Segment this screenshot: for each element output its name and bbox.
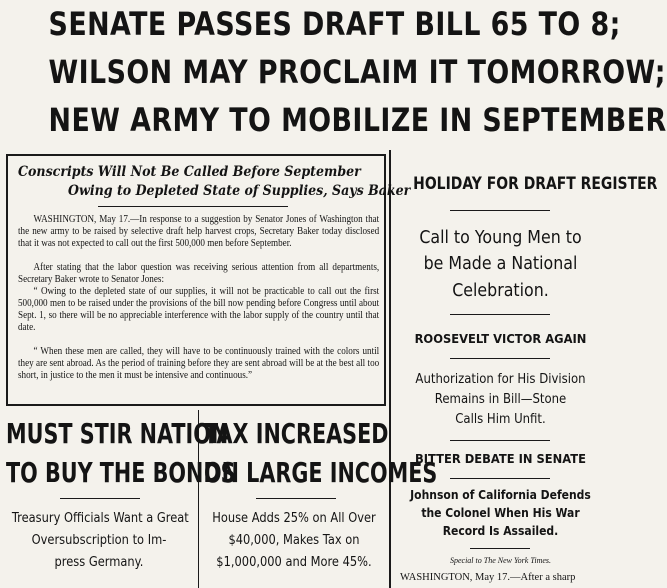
right-sub1-line2: be Made a National — [423, 253, 578, 274]
right-divider-5 — [450, 478, 550, 479]
bonds-sub-line1: Treasury Officials Want a Great — [11, 511, 189, 526]
box-paragraph-1: WASHINGTON, May 17.—In response to a suggestion by Senator Jones of Washington that the new army to be raised by selective draft help harvest crops, Secretary Baker today disclosed that it was not expected to call out the first 500,000 men before September. — [18, 214, 380, 249]
box-paragraph-4: “ When these men are called, they will have to be continuously trained with the colors until they are sent abroad. As the period of training before they are sent abroad will be at the best all too short, in justice to the men it must be intensive and continuous.” — [18, 346, 380, 381]
right-sub2-line2: Remains in Bill—Stone — [434, 392, 567, 407]
bonds-sub-line2: Oversubscription to Im- — [31, 533, 167, 548]
headline-line-2: WILSON MAY PROCLAIM IT TOMORROW; — [48, 53, 666, 91]
bonds-head-line1: MUST STIR NATION — [6, 417, 229, 450]
tax-head-line1: TAX INCREASED — [204, 417, 389, 450]
right-head-debate: BITTER DEBATE IN SENATE — [415, 451, 586, 466]
right-head-holiday: HOLIDAY FOR DRAFT REGISTER — [413, 174, 658, 194]
box-paragraph-2: After stating that the labor question was receiving serious attention from all departments, Secretary Baker wrote to Senator Jones: — [18, 262, 380, 285]
right-sub1-line3: Celebration. — [452, 280, 549, 301]
special-credit: Special to The New York Times. — [449, 556, 552, 565]
column-rule-right — [389, 150, 391, 588]
right-sub3-line2: the Colonel When His War — [421, 506, 580, 520]
tax-sub-line2: $40,000, Makes Tax on — [228, 533, 360, 548]
bonds-divider — [60, 498, 140, 499]
bonds-sub-line3: press Germany. — [54, 555, 144, 570]
bonds-head-line2: TO BUY THE BONDS — [6, 456, 236, 489]
headline-line-1: SENATE PASSES DRAFT BILL 65 TO 8; — [48, 5, 621, 43]
right-sub1-line1: Call to Young Men to — [419, 227, 582, 248]
box-deck-line-2: Owing to Depleted State of Supplies, Says Baker — [68, 183, 411, 199]
right-divider-3 — [450, 358, 550, 359]
tax-head-line2: ON LARGE INCOMES — [204, 456, 438, 489]
right-divider-2 — [450, 314, 550, 315]
tax-divider — [256, 498, 336, 499]
right-sub2-line3: Calls Him Unfit. — [455, 412, 546, 427]
boxed-story — [6, 154, 411, 406]
right-dateline: WASHINGTON, May 17.—After a sharp — [400, 572, 576, 583]
tax-sub-line3: $1,000,000 and More 45%. — [216, 555, 372, 570]
right-head-roosevelt: ROOSEVELT VICTOR AGAIN — [414, 331, 587, 346]
headline-line-3: NEW ARMY TO MOBILIZE IN SEPTEMBER — [48, 101, 667, 139]
box-divider — [98, 206, 288, 207]
right-divider-6 — [470, 548, 530, 549]
box-paragraph-3: “ Owing to the depleted state of our supplies, it will not be practicable to call out the first 500,000 men to be raised under the provisions of the bill now pending before Congress until about Sept. 1, so there will be no appreciable interference with the labor supply of the country until that date. — [18, 286, 380, 333]
box-deck-line-1: Conscripts Will Not Be Called Before September — [18, 164, 361, 180]
right-sub3-line3: Record Is Assailed. — [442, 524, 559, 538]
right-sub2-line1: Authorization for His Division — [415, 372, 586, 387]
tax-sub-line1: House Adds 25% on All Over — [212, 511, 376, 526]
right-divider-4 — [450, 440, 550, 441]
right-divider-1 — [450, 210, 550, 211]
right-sub3-line1: Johnson of California Defends — [410, 488, 591, 502]
